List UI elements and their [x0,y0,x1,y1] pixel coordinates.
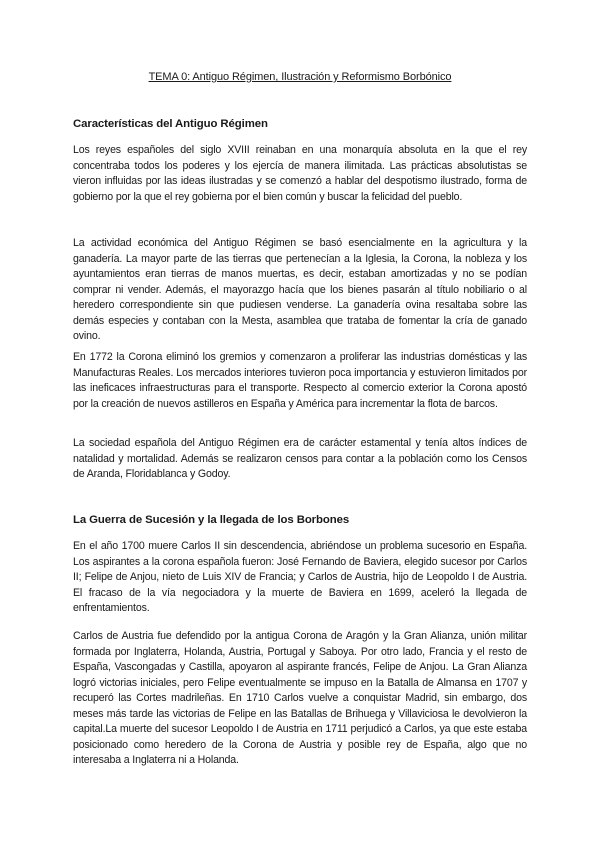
section-heading-guerra-sucesion: La Guerra de Sucesión y la llegada de los Borbones [73,514,350,526]
paragraph: Carlos de Austria fue defendido por la antigua Corona de Aragón y la Gran Alianza, unión militar formada por Inglaterra, Holanda, Austria, Portugal y Saboya. Por otro lado, Francia y el resto de España, Vascongadas y Castilla, apoyaron al aspirante francés, Felipe de Anjou. La Gran Alianza logró victorias iniciales, pero Felipe eventualmente se impuso en la Batalla de Almansa en 1707 y recuperó las Cortes madrileñas. En 1710 Carlos vuelve a conquistar Madrid, sin embargo, dos meses más tarde las victorias de Felipe en las Batallas de Brihuega y Villaviciosa le devolvieron la capital.La muerte del sucesor Leopoldo I de Austria en 1711 perjudicó a Carlos, ya que este estaba posicionado como heredero de la Corona de Austria y posible rey de España, algo que no interesaba a Inglaterra ni a Holanda. [73,630,527,766]
paragraph: La actividad económica del Antiguo Régimen se basó esencialmente en la agricultura y la ganadería. La mayor parte de las tierras que pertenecían a la Iglesia, la Corona, la nobleza y los ayuntamientos eran tierras de manos muertas, es decir, estaban amortizadas y no se podían comprar ni vender. Además, el mayorazgo hacía que los bienes pasarán al título nobiliario o al heredero correspondiente sin que pudiesen venderse. La ganadería ovina resaltaba sobre las demás especies y contaban con la Mesta, asamblea que trataba de fomentar la cría de ganado ovino. [73,237,527,342]
paragraph: La sociedad española del Antiguo Régimen era de carácter estamental y tenía altos índices de natalidad y mortalidad. Además se realizaron censos para contar a la población como los Censos de Aranda, Floridablanca y Godoy. [73,437,527,480]
paragraph: Los reyes españoles del siglo XVIII reinaban en una monarquía absoluta en la que el rey concentraba todos los poderes y los ejercía de manera ilimitada. Las prácticas absolutistas se vieron influidas por las ideas ilustradas y se comenzó a hablar del despotismo ilustrado, forma de gobierno por la que el rey gobierna por el bien común y buscar la felicidad del pueblo. [73,144,527,203]
document-title: TEMA 0: Antiguo Régimen, Ilustración y Reformismo Borbónico [148,71,452,83]
section-heading-antiguo-regimen: Características del Antiguo Régimen [73,118,268,130]
paragraph: En 1772 la Corona eliminó los gremios y comenzaron a proliferar las industrias domésticas y las Manufacturas Reales. Los mercados interiores tuvieron poca importancia y estuvieron limitados por las ineficaces infraestructuras para el transporte. Respecto al comercio exterior la Corona apostó por la creación de nuevos astilleros en España y América para incrementar la flota de barcos. [73,351,527,410]
paragraph: En el año 1700 muere Carlos II sin descendencia, abriéndose un problema sucesorio en España. Los aspirantes a la corona española fueron: José Fernando de Baviera, elegido sucesor por Carlos II; Felipe de Anjou, nieto de Luis XIV de Francia; y Carlos de Austria, hijo de Leopoldo I de Austria. El fracaso de la vía negociadora y la muerte de Baviera en 1699, aceleró la llegada de enfrentamientos. [73,540,527,614]
